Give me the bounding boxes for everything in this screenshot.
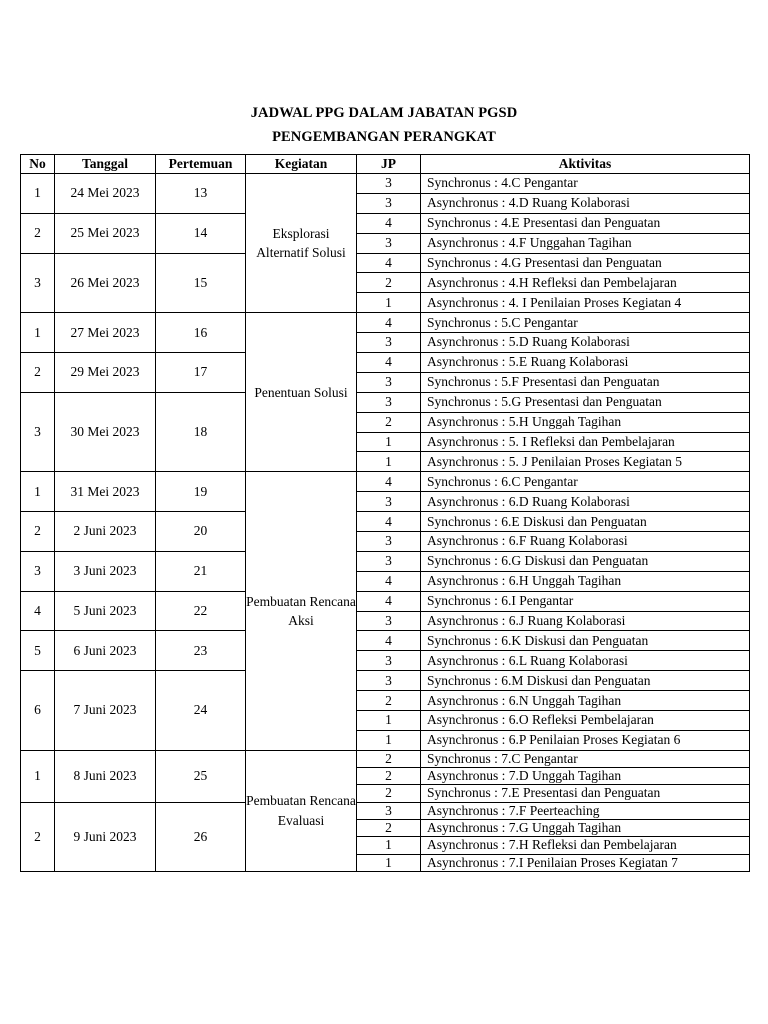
cell-tanggal: 8 Juni 2023	[55, 750, 156, 802]
cell-tanggal: 29 Mei 2023	[55, 353, 156, 393]
cell-aktivitas: Synchronus : 5.C Pengantar	[421, 313, 750, 333]
cell-aktivitas: Asynchronus : 6.P Penilaian Proses Kegiatan 6	[421, 730, 750, 750]
cell-jp: 4	[357, 591, 421, 611]
cell-jp: 3	[357, 333, 421, 353]
cell-pertemuan: 23	[156, 631, 246, 671]
cell-pertemuan: 26	[156, 802, 246, 871]
cell-aktivitas: Asynchronus : 6.J Ruang Kolaborasi	[421, 611, 750, 631]
cell-no: 1	[21, 750, 55, 802]
table-row	[21, 802, 750, 819]
cell-no: 3	[21, 253, 55, 313]
cell-aktivitas: Synchronus : 6.E Diskusi dan Penguatan	[421, 512, 750, 532]
table-row	[21, 631, 750, 651]
cell-jp: 4	[357, 571, 421, 591]
cell-jp: 2	[357, 820, 421, 837]
cell-aktivitas: Synchronus : 5.G Presentasi dan Penguatan	[421, 392, 750, 412]
cell-jp: 3	[357, 532, 421, 552]
cell-jp: 4	[357, 512, 421, 532]
cell-no: 4	[21, 591, 55, 631]
cell-no: 2	[21, 512, 55, 552]
cell-aktivitas: Asynchronus : 4.D Ruang Kolaborasi	[421, 193, 750, 213]
cell-aktivitas: Asynchronus : 6.D Ruang Kolaborasi	[421, 492, 750, 512]
table-row	[21, 253, 750, 273]
cell-aktivitas: Asynchronus : 4.H Refleksi dan Pembelajaran	[421, 273, 750, 293]
table-row	[21, 512, 750, 532]
table-row	[21, 392, 750, 412]
cell-aktivitas: Asynchronus : 7.G Unggah Tagihan	[421, 820, 750, 837]
cell-no: 2	[21, 213, 55, 253]
cell-no: 1	[21, 472, 55, 512]
cell-aktivitas: Asynchronus : 6.H Unggah Tagihan	[421, 571, 750, 591]
cell-no: 3	[21, 392, 55, 472]
cell-jp: 1	[357, 854, 421, 871]
cell-aktivitas: Asynchronus : 5.H Unggah Tagihan	[421, 412, 750, 432]
table-row	[21, 472, 750, 492]
header-pertemuan: Pertemuan	[156, 155, 246, 174]
cell-no: 5	[21, 631, 55, 671]
cell-jp: 3	[357, 492, 421, 512]
cell-kegiatan: Penentuan Solusi	[246, 313, 357, 472]
schedule-table	[20, 154, 750, 872]
cell-aktivitas: Synchronus : 6.K Diskusi dan Penguatan	[421, 631, 750, 651]
table-row	[21, 174, 750, 194]
table-row	[21, 213, 750, 233]
cell-aktivitas: Synchronus : 4.C Pengantar	[421, 174, 750, 194]
cell-no: 1	[21, 313, 55, 353]
cell-jp: 4	[357, 353, 421, 373]
cell-jp: 3	[357, 193, 421, 213]
cell-pertemuan: 13	[156, 174, 246, 214]
cell-pertemuan: 14	[156, 213, 246, 253]
cell-aktivitas: Asynchronus : 5. J Penilaian Proses Kegiatan 5	[421, 452, 750, 472]
cell-jp: 1	[357, 837, 421, 854]
cell-aktivitas: Asynchronus : 5.E Ruang Kolaborasi	[421, 353, 750, 373]
header-no: No	[21, 155, 55, 174]
cell-aktivitas: Synchronus : 6.G Diskusi dan Penguatan	[421, 551, 750, 571]
header-tanggal: Tanggal	[55, 155, 156, 174]
cell-pertemuan: 18	[156, 392, 246, 472]
header-aktivitas: Aktivitas	[421, 155, 750, 174]
cell-aktivitas: Asynchronus : 7.H Refleksi dan Pembelajaran	[421, 837, 750, 854]
cell-pertemuan: 22	[156, 591, 246, 631]
cell-aktivitas: Asynchronus : 6.F Ruang Kolaborasi	[421, 532, 750, 552]
cell-aktivitas: Asynchronus : 6.N Unggah Tagihan	[421, 691, 750, 711]
cell-pertemuan: 21	[156, 551, 246, 591]
cell-pertemuan: 16	[156, 313, 246, 353]
cell-jp: 3	[357, 233, 421, 253]
cell-tanggal: 31 Mei 2023	[55, 472, 156, 512]
cell-jp: 2	[357, 785, 421, 802]
cell-jp: 3	[357, 671, 421, 691]
cell-tanggal: 24 Mei 2023	[55, 174, 156, 214]
cell-tanggal: 6 Juni 2023	[55, 631, 156, 671]
cell-pertemuan: 20	[156, 512, 246, 552]
table-row	[21, 551, 750, 571]
cell-aktivitas: Asynchronus : 5.D Ruang Kolaborasi	[421, 333, 750, 353]
cell-jp: 2	[357, 750, 421, 767]
cell-tanggal: 5 Juni 2023	[55, 591, 156, 631]
cell-aktivitas: Asynchronus : 4.F Unggahan Tagihan	[421, 233, 750, 253]
cell-no: 3	[21, 551, 55, 591]
cell-tanggal: 2 Juni 2023	[55, 512, 156, 552]
cell-no: 2	[21, 353, 55, 393]
cell-jp: 1	[357, 432, 421, 452]
header-jp: JP	[357, 155, 421, 174]
cell-aktivitas: Synchronus : 6.C Pengantar	[421, 472, 750, 492]
cell-kegiatan: Eksplorasi Alternatif Solusi	[246, 174, 357, 313]
document-title: JADWAL PPG DALAM JABATAN PGSD	[250, 105, 518, 121]
cell-pertemuan: 24	[156, 671, 246, 751]
cell-jp: 3	[357, 551, 421, 571]
cell-aktivitas: Asynchronus : 6.O Refleksi Pembelajaran	[421, 711, 750, 731]
header-kegiatan: Kegiatan	[246, 155, 357, 174]
cell-aktivitas: Asynchronus : 7.F Peerteaching	[421, 802, 750, 819]
table-row	[21, 353, 750, 373]
cell-jp: 4	[357, 253, 421, 273]
cell-jp: 3	[357, 802, 421, 819]
cell-aktivitas: Asynchronus : 5. I Refleksi dan Pembelajaran	[421, 432, 750, 452]
cell-aktivitas: Synchronus : 6.M Diskusi dan Penguatan	[421, 671, 750, 691]
cell-aktivitas: Synchronus : 4.E Presentasi dan Penguatan	[421, 213, 750, 233]
cell-jp: 3	[357, 174, 421, 194]
table-header-row	[21, 155, 750, 174]
cell-jp: 3	[357, 651, 421, 671]
cell-jp: 4	[357, 472, 421, 492]
cell-jp: 1	[357, 452, 421, 472]
cell-jp: 1	[357, 730, 421, 750]
cell-pertemuan: 25	[156, 750, 246, 802]
cell-jp: 2	[357, 412, 421, 432]
cell-aktivitas: Synchronus : 4.G Presentasi dan Penguatan	[421, 253, 750, 273]
cell-jp: 4	[357, 313, 421, 333]
cell-jp: 2	[357, 691, 421, 711]
cell-jp: 4	[357, 631, 421, 651]
cell-jp: 3	[357, 611, 421, 631]
cell-aktivitas: Synchronus : 7.C Pengantar	[421, 750, 750, 767]
cell-jp: 3	[357, 392, 421, 412]
cell-kegiatan: Pembuatan Rencana Evaluasi	[246, 750, 357, 871]
cell-pertemuan: 15	[156, 253, 246, 313]
cell-no: 1	[21, 174, 55, 214]
cell-tanggal: 25 Mei 2023	[55, 213, 156, 253]
cell-pertemuan: 19	[156, 472, 246, 512]
cell-jp: 1	[357, 293, 421, 313]
cell-tanggal: 30 Mei 2023	[55, 392, 156, 472]
cell-no: 6	[21, 671, 55, 751]
document-subtitle: PENGEMBANGAN PERANGKAT	[272, 129, 496, 145]
table-row	[21, 750, 750, 767]
cell-aktivitas: Asynchronus : 4. I Penilaian Proses Kegiatan 4	[421, 293, 750, 313]
cell-no: 2	[21, 802, 55, 871]
cell-aktivitas: Asynchronus : 7.I Penilaian Proses Kegiatan 7	[421, 854, 750, 871]
table-row	[21, 591, 750, 611]
cell-kegiatan: Pembuatan Rencana Aksi	[246, 472, 357, 750]
cell-tanggal: 3 Juni 2023	[55, 551, 156, 591]
cell-tanggal: 7 Juni 2023	[55, 671, 156, 751]
cell-aktivitas: Synchronus : 5.F Presentasi dan Penguatan	[421, 372, 750, 392]
cell-tanggal: 26 Mei 2023	[55, 253, 156, 313]
cell-jp: 3	[357, 372, 421, 392]
cell-tanggal: 27 Mei 2023	[55, 313, 156, 353]
cell-jp: 2	[357, 768, 421, 785]
cell-aktivitas: Synchronus : 7.E Presentasi dan Penguatan	[421, 785, 750, 802]
cell-jp: 4	[357, 213, 421, 233]
cell-jp: 1	[357, 711, 421, 731]
cell-tanggal: 9 Juni 2023	[55, 802, 156, 871]
cell-pertemuan: 17	[156, 353, 246, 393]
cell-aktivitas: Asynchronus : 6.L Ruang Kolaborasi	[421, 651, 750, 671]
cell-aktivitas: Synchronus : 6.I Pengantar	[421, 591, 750, 611]
cell-aktivitas: Asynchronus : 7.D Unggah Tagihan	[421, 768, 750, 785]
cell-jp: 2	[357, 273, 421, 293]
table-row	[21, 671, 750, 691]
table-row	[21, 313, 750, 333]
